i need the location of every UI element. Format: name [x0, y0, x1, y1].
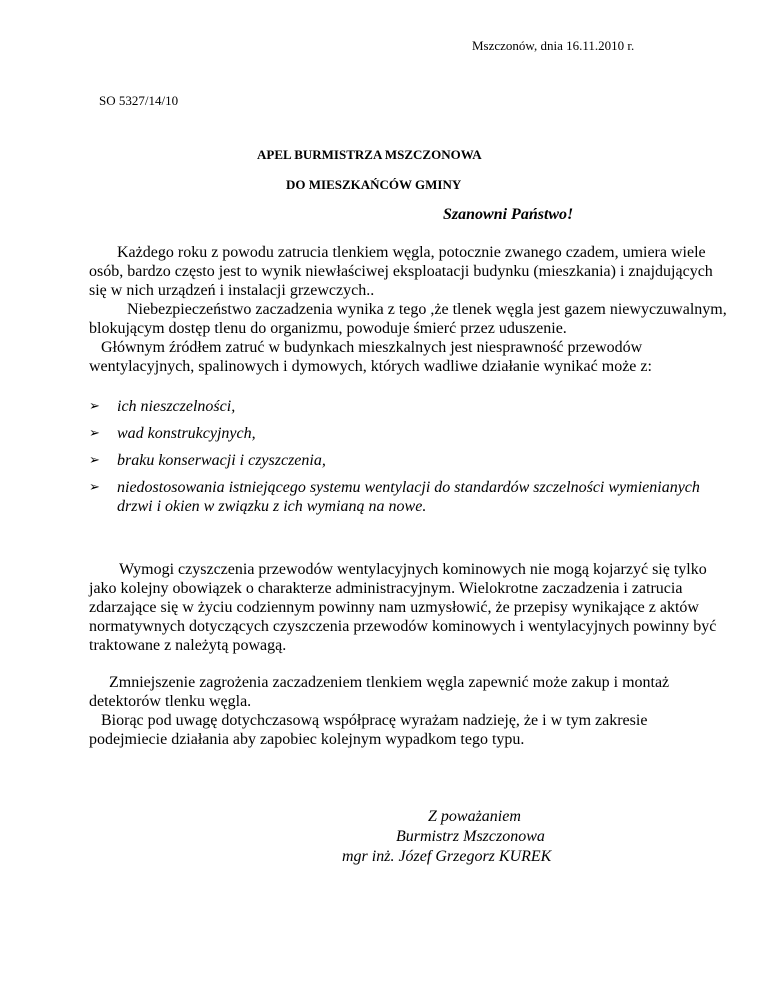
signature-role: Burmistrz Mszczonowa [396, 828, 545, 845]
paragraph-4: Wymogi czyszczenia przewodów wentylacyjnych kominowych nie mogą kojarzyć się tylko jako kolejny obowiązek o charakterze administracyjnym. Wielokrotne zaczadzenia i zatrucia zdarzające się w życiu codziennym powinny nam uzmysłowić, że przepisy wynikające z aktów normatywnych dotyczących czyszczenia przewodów kominowych i wentylacyjnych powinny być traktowane z należytą powagą. [89, 561, 717, 654]
list-item-text: wad konstrukcyjnych, [117, 425, 256, 442]
list-item [89, 424, 729, 443]
causes-list [89, 397, 729, 516]
document-subtitle: DO MIESZKAŃCÓW GMINY [286, 177, 462, 192]
list-item-text: niedostosowania istniejącego systemu wentylacji do standardów szczelności wymienianych drzwi i okien w związku z ich wymianą na nowe. [117, 479, 700, 515]
document-date: Mszczonów, dnia 16.11.2010 r. [472, 38, 635, 53]
greeting: Szanowni Państwo! [443, 206, 574, 223]
list-item [89, 397, 729, 416]
document-title: APEL BURMISTRZA MSZCZONOWA [257, 147, 482, 162]
paragraph-3: Głównym źródłem zatruć w budynkach mieszkalnych jest niesprawność przewodów wentylacyjnych, spalinowych i dymowych, których wadliwe działanie wynikać może z: [89, 339, 652, 375]
paragraph-1: Każdego roku z powodu zatrucia tlenkiem węgla, potocznie zwanego czadem, umiera wiele osób, bardzo często jest to wynik niewłaściwej eksploatacji budynku (mieszkania) i znajdujących się w nich urządzeń i instalacji grzewczych.. [89, 244, 713, 299]
signature-name: mgr inż. Józef Grzegorz KUREK [342, 848, 552, 865]
arrow-bullet-icon: ➢ [89, 480, 100, 495]
paragraph-6: Biorąc pod uwagę dotychczasową współpracę wyrażam nadzieję, że i w tym zakresie podejmiecie działania aby zapobiec kolejnym wypadkom tego typu. [89, 712, 648, 748]
arrow-bullet-icon: ➢ [89, 426, 100, 441]
paragraph-2: Niebezpieczeństwo zaczadzenia wynika z tego ,że tlenek węgla jest gazem niewyczuwalnym, blokującym dostęp tlenu do organizmu, powoduje śmierć przez uduszenie. [89, 301, 727, 337]
arrow-bullet-icon: ➢ [89, 453, 100, 468]
reference-number: SO 5327/14/10 [99, 93, 179, 108]
signature-closing: Z poważaniem [428, 808, 521, 825]
list-item [89, 451, 729, 470]
list-item [89, 478, 729, 516]
arrow-bullet-icon: ➢ [89, 399, 100, 414]
paragraph-5: Zmniejszenie zagrożenia zaczadzeniem tlenkiem węgla zapewnić może zakup i montaż detektorów tlenku węgla. [89, 674, 670, 710]
list-item-text: braku konserwacji i czyszczenia, [117, 452, 326, 469]
list-item-text: ich nieszczelności, [117, 398, 236, 415]
